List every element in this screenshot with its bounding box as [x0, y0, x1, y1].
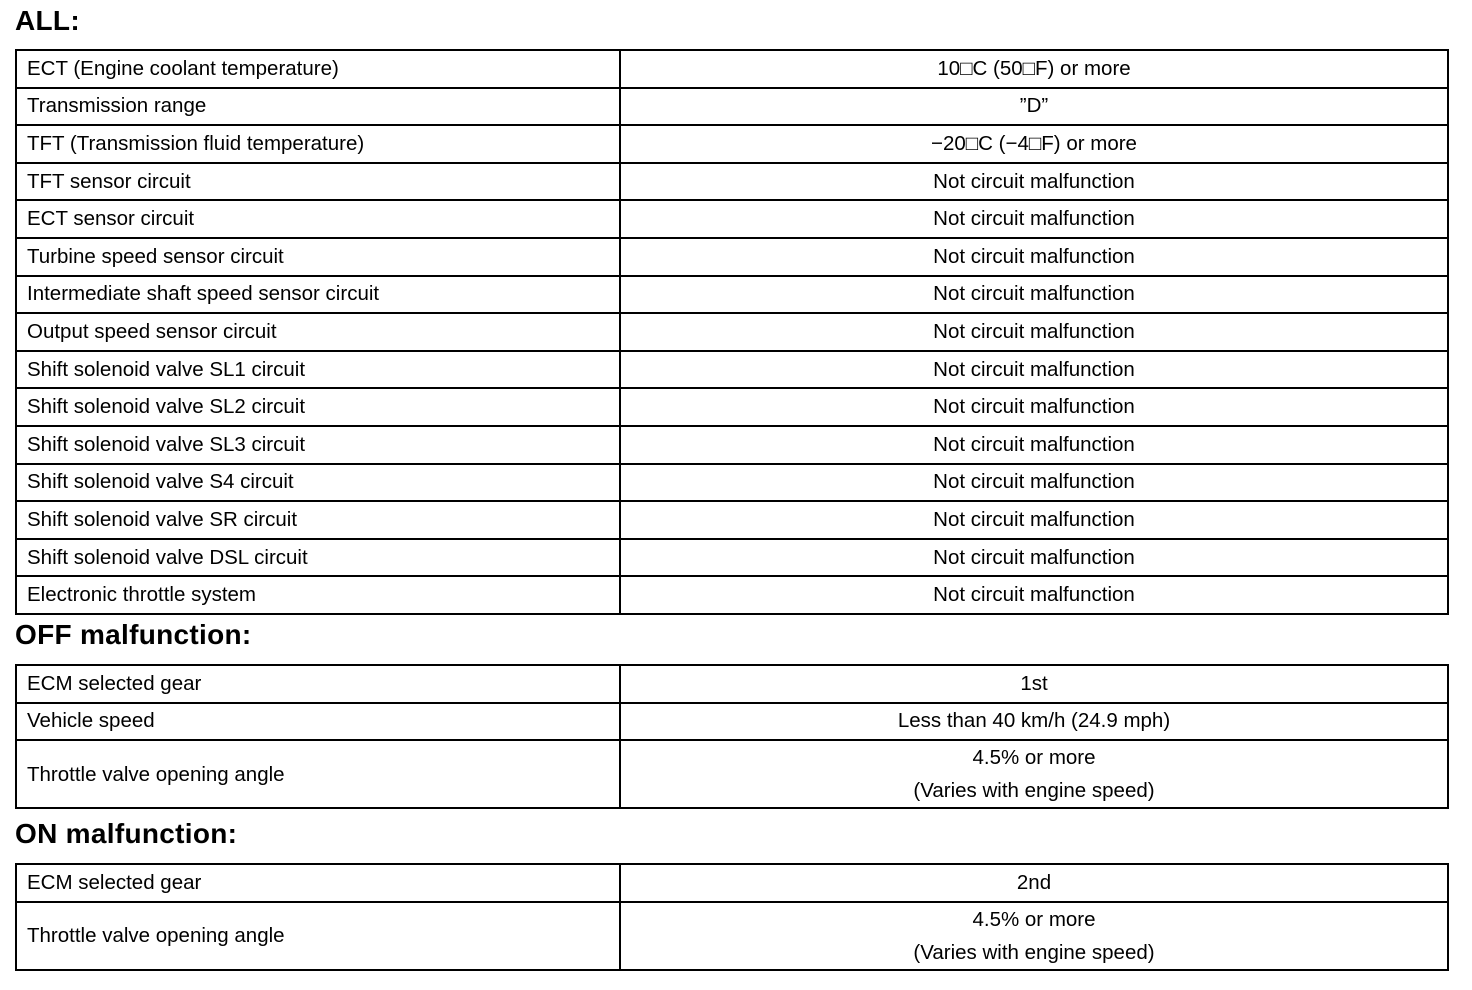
row-label: Electronic throttle system [16, 576, 620, 614]
row-value-line-1: 4.5% or more [972, 907, 1096, 931]
table-row [16, 388, 1448, 426]
row-label: Shift solenoid valve SL1 circuit [16, 351, 620, 389]
conditions-table-off-malfunction [15, 664, 1449, 809]
row-label: Shift solenoid valve DSL circuit [16, 539, 620, 577]
table-row [16, 464, 1448, 502]
row-value: 2nd [620, 864, 1448, 902]
row-value-line-2: (Varies with engine speed) [913, 779, 1155, 803]
row-label: Throttle valve opening angle [16, 902, 620, 970]
row-value [620, 740, 1448, 808]
table-row [16, 238, 1448, 276]
table-row [16, 125, 1448, 163]
conditions-table-on-malfunction [15, 863, 1449, 971]
table-row [16, 703, 1448, 741]
table-row [16, 200, 1448, 238]
table-row [16, 50, 1448, 88]
row-value: Not circuit malfunction [620, 163, 1448, 201]
section-heading-off-malfunction: OFF malfunction: [15, 619, 252, 650]
row-label: TFT (Transmission fluid temperature) [16, 125, 620, 163]
row-label: ECM selected gear [16, 864, 620, 902]
row-label: Throttle valve opening angle [16, 740, 620, 808]
row-label: TFT sensor circuit [16, 163, 620, 201]
row-value: Not circuit malfunction [620, 351, 1448, 389]
row-label: ECT sensor circuit [16, 200, 620, 238]
row-value: Not circuit malfunction [620, 539, 1448, 577]
table-row [16, 351, 1448, 389]
table-row [16, 665, 1448, 703]
row-label: Shift solenoid valve SL2 circuit [16, 388, 620, 426]
row-value: −20□C (−4□F) or more [620, 125, 1448, 163]
row-value: Not circuit malfunction [620, 238, 1448, 276]
row-label: Intermediate shaft speed sensor circuit [16, 276, 620, 314]
row-label: Shift solenoid valve SL3 circuit [16, 426, 620, 464]
row-value: Not circuit malfunction [620, 464, 1448, 502]
row-label: Shift solenoid valve SR circuit [16, 501, 620, 539]
row-value: Not circuit malfunction [620, 276, 1448, 314]
row-label: Output speed sensor circuit [16, 313, 620, 351]
table-row [16, 276, 1448, 314]
table-row [16, 902, 1448, 970]
row-value: 1st [620, 665, 1448, 703]
row-value [620, 902, 1448, 970]
table-row [16, 576, 1448, 614]
table-row [16, 426, 1448, 464]
row-value: Not circuit malfunction [620, 388, 1448, 426]
row-value: Not circuit malfunction [620, 501, 1448, 539]
table-row [16, 88, 1448, 126]
row-value: Not circuit malfunction [620, 313, 1448, 351]
table-row [16, 501, 1448, 539]
row-value: 10□C (50□F) or more [620, 50, 1448, 88]
row-value: Not circuit malfunction [620, 576, 1448, 614]
row-label: Transmission range [16, 88, 620, 126]
row-value-line-1: 4.5% or more [972, 746, 1096, 770]
table-row [16, 539, 1448, 577]
row-label: Shift solenoid valve S4 circuit [16, 464, 620, 502]
conditions-table-all [15, 49, 1449, 615]
row-label: Vehicle speed [16, 703, 620, 741]
row-value: Less than 40 km/h (24.9 mph) [620, 703, 1448, 741]
table-row [16, 163, 1448, 201]
row-value: Not circuit malfunction [620, 426, 1448, 464]
section-heading-all: ALL: [15, 5, 80, 36]
table-row [16, 313, 1448, 351]
row-label: ECM selected gear [16, 665, 620, 703]
row-label: Turbine speed sensor circuit [16, 238, 620, 276]
table-row [16, 864, 1448, 902]
section-heading-on-malfunction: ON malfunction: [15, 818, 238, 849]
row-value-line-2: (Varies with engine speed) [913, 940, 1155, 964]
row-value: Not circuit malfunction [620, 200, 1448, 238]
row-value: ”D” [620, 88, 1448, 126]
row-label: ECT (Engine coolant temperature) [16, 50, 620, 88]
table-row [16, 740, 1448, 808]
